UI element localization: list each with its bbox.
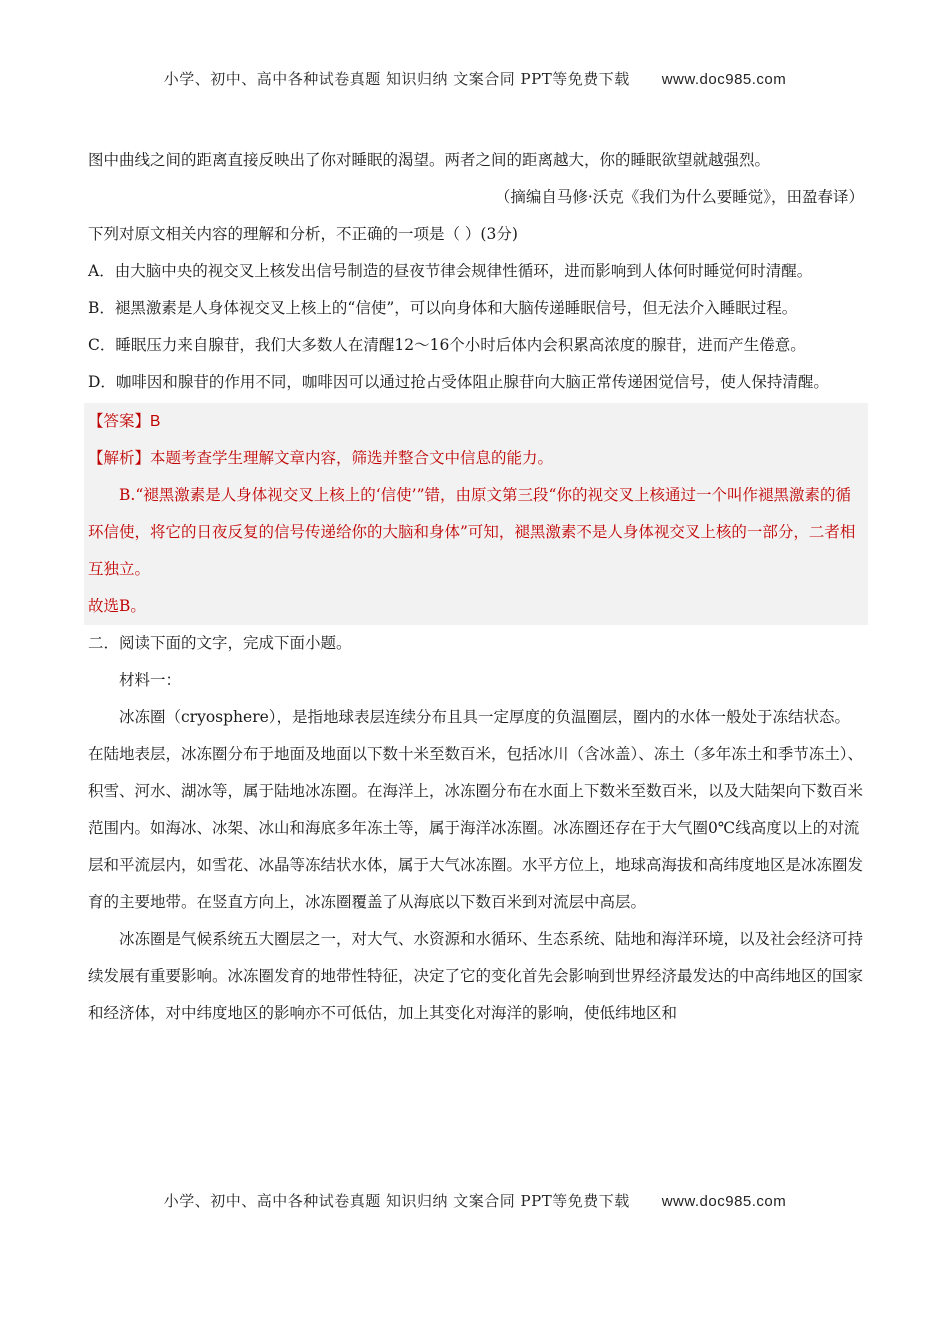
option-c: C．睡眠压力来自腺苷，我们大多数人在清醒12～16个小时后体内会积累高浓度的腺苷，进而产生倦意。 [88,336,806,354]
answer-line [88,403,864,440]
option-a: A．由大脑中央的视交叉上核发出信号制造的昼夜节律会规律性循环，进而影响到人体何时睡觉何时清醒。 [88,262,813,280]
header-text: 小学、初中、高中各种试卷真题 知识归纳 文案合同 PPT等免费下载 [163,70,630,88]
analysis-text: 本题考查学生理解文章内容，筛选并整合文中信息的能力。 [150,449,554,467]
page-footer [0,1190,950,1211]
material-paragraph-1: 冰冻圈（cryosphere），是指地球表层连续分布且具一定厚度的负温圈层，圈内的水体一般处于冻结状态。在陆地表层，冰冻圈分布于地面及地面以下数十米至数百米，包括冰川（含冰盖）、冻土（多年冻土和季节冻土）、积雪、河水、湖冰等，属于陆地冰冻圈。在海洋上，冰冻圈分布在水面上下数米至数百米，以及大陆架向下数百米范围内。如海冰、冰架、冰山和海底多年冻土等，属于海洋冰冻圈。冰冻圈还存在于大气圈0℃线高度以上的对流层和平流层内，如雪花、冰晶等冻结状水体，属于大气冰冻圈。水平方位上，地球高海拔和高纬度地区是冰冻圈发育的主要地带。在竖直方向上，冰冻圈覆盖了从海底以下数百米到对流层中高层。 [88,708,864,911]
source-citation: （摘编自马修·沃克《我们为什么要睡觉》，田盈春译） [494,188,864,206]
document-body [88,142,864,1032]
header-site-link[interactable]: www.doc985.com [661,71,787,88]
section-title: 二．阅读下面的文字，完成下面小题。 [88,634,352,652]
footer-text: 小学、初中、高中各种试卷真题 知识归纳 文案合同 PPT等免费下载 [163,1192,630,1210]
answer-conclusion: 故选B。 [88,597,146,615]
option-b: B．褪黑激素是人身体视交叉上核上的“信使”，可以向身体和大脑传递睡眠信号，但无法介入睡眠过程。 [88,299,798,317]
answer-label: 【答案】 [88,412,151,430]
analysis-label: 【解析】 [88,449,151,467]
option-d: D．咖啡因和腺苷的作用不同，咖啡因可以通过抢占受体阻止腺苷向大脑正常传递困觉信号，使人保持清醒。 [88,373,829,391]
material-paragraph-2: 冰冻圈是气候系统五大圈层之一，对大气、水资源和水循环、生态系统、陆地和海洋环境，以及社会经济可持续发展有重要影响。冰冻圈发育的地带性特征，决定了它的变化首先会影响到世界经济最发达的中高纬地区的国家和经济体，对中纬度地区的影响亦不可低估，加上其变化对海洋的影响，使低纬地区和 [88,930,864,1022]
intro-line: 图中曲线之间的距离直接反映出了你对睡眠的渴望。两者之间的距离越大，你的睡眠欲望就越强烈。 [88,151,771,169]
analysis-line [88,440,864,477]
analysis-detail: B.“褪黑激素是人身体视交叉上核上的‘信使’”错，由原文第三段“你的视交叉上核通过一个叫作褪黑激素的循环信使，将它的日夜反复的信号传递给你的大脑和身体”可知，褪黑激素不是人身体视交叉上核的一部分，二者相互独立。 [88,486,856,578]
material-label: 材料一： [119,671,182,689]
answer-box [84,403,868,625]
answer-value: B [150,413,161,430]
page-header [0,68,950,89]
question-stem: 下列对原文相关内容的理解和分析，不正确的一项是（ ）(3分) [88,225,518,243]
footer-site-link[interactable]: www.doc985.com [661,1193,787,1210]
